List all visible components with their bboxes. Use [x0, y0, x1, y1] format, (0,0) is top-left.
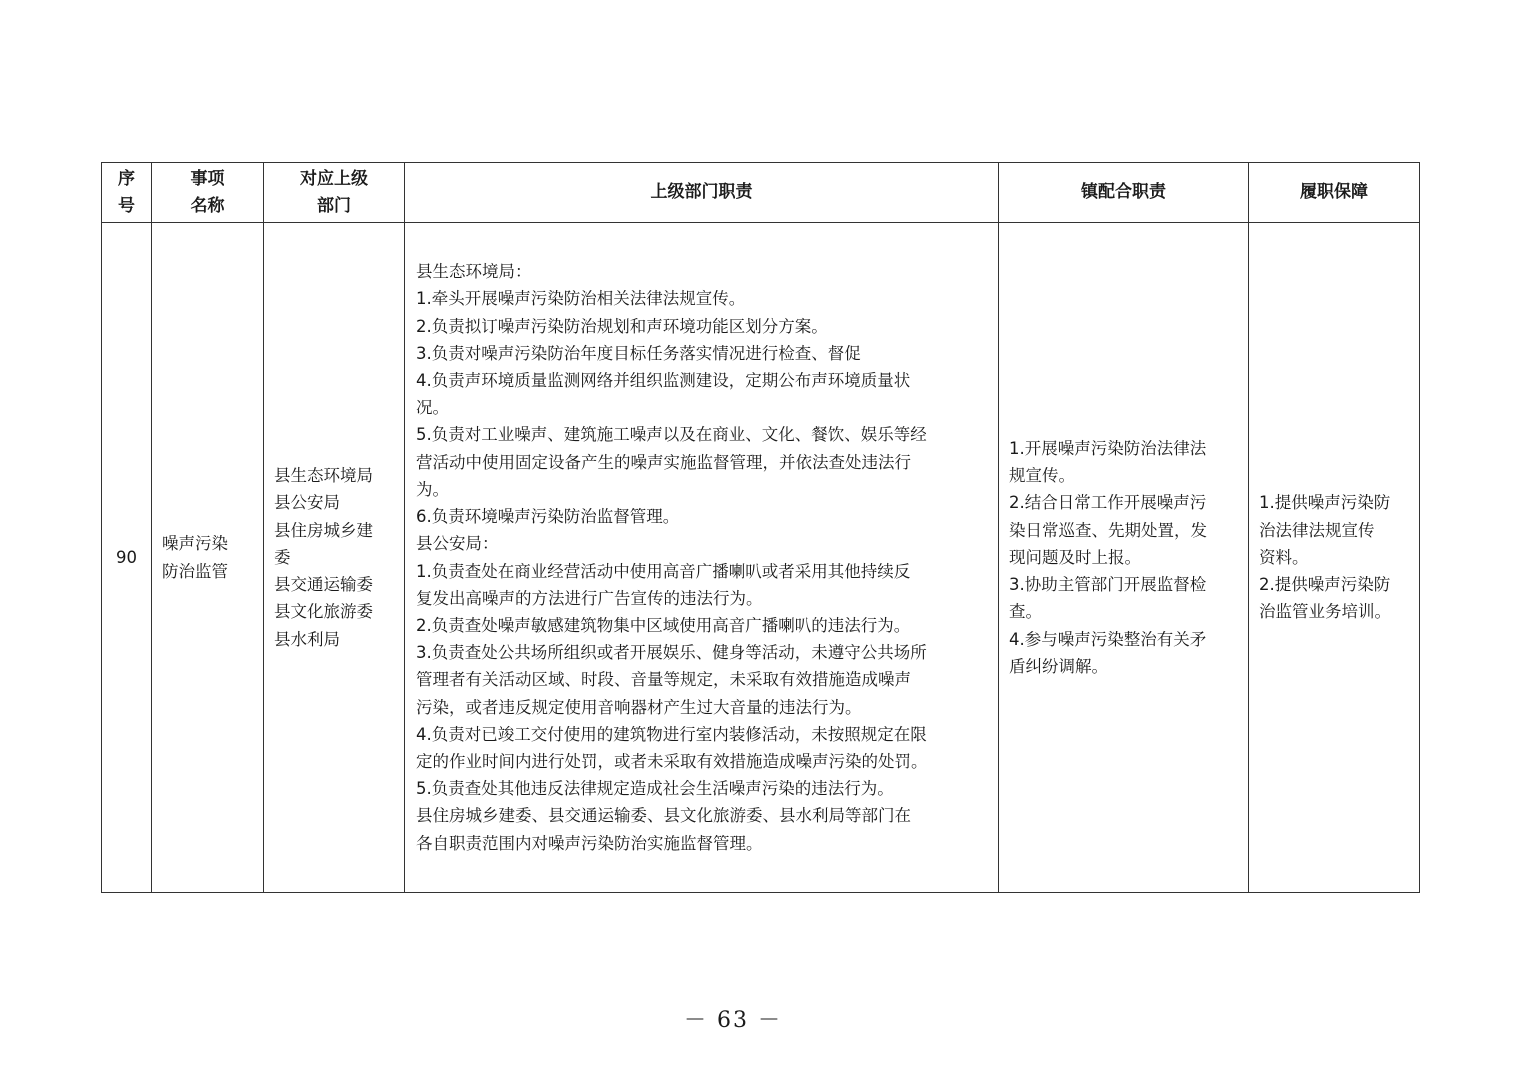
row-guarantee: [1249, 223, 1420, 893]
header-upper-duties: 上级部门职责: [405, 163, 999, 223]
upper-duty-line: 管理者有关活动区域、时段、音量等规定，未采取有效措施造成噪声: [416, 670, 911, 690]
town-duty-line: 查。: [1009, 602, 1042, 622]
upper-duty-line: 1.牵头开展噪声污染防治相关法律法规宣传。: [416, 289, 746, 309]
page-number: － 63 －: [684, 1008, 782, 1033]
guarantee-line: 2.提供噪声污染防: [1259, 575, 1391, 595]
table-row: [102, 223, 1420, 893]
item-name-line: 防治监管: [162, 561, 228, 581]
upper-duty-line: 县住房城乡建委、县交通运输委、县文化旅游委、县水利局等部门在: [416, 806, 911, 826]
department-line: 县交通运输委: [274, 575, 373, 595]
header-index: [102, 163, 152, 223]
town-duty-line: 4.参与噪声污染整治有关矛: [1009, 629, 1207, 649]
upper-duty-line: 况。: [416, 398, 449, 418]
department-line: 县文化旅游委: [274, 602, 373, 622]
department-line: 委: [274, 547, 291, 567]
header-departments: [264, 163, 405, 223]
upper-duty-line: 县公安局：: [416, 534, 499, 554]
upper-duty-line: 4.负责对已竣工交付使用的建筑物进行室内装修活动，未按照规定在限: [416, 724, 927, 744]
department-line: 县公安局: [274, 493, 340, 513]
header-departments-line: 对应上级: [300, 168, 368, 189]
upper-duty-line: 3.负责对噪声污染防治年度目标任务落实情况进行检查、督促: [416, 343, 861, 363]
upper-duty-line: 3.负责查处公共场所组织或者开展娱乐、健身等活动，未遵守公共场所: [416, 643, 927, 663]
upper-duty-line: 为。: [416, 479, 449, 499]
upper-duty-line: 4.负责声环境质量监测网络并组织监测建设，定期公布声环境质量状: [416, 371, 911, 391]
town-duty-line: 1.开展噪声污染防治法律法: [1009, 439, 1207, 459]
guarantee-line: 治监管业务培训。: [1259, 602, 1391, 622]
upper-duty-line: 复发出高噪声的方法进行广告宣传的违法行为。: [416, 588, 763, 608]
row-town-duties: [999, 223, 1249, 893]
town-duty-line: 规宣传。: [1009, 466, 1075, 486]
duty-table: [101, 162, 1420, 893]
guarantee-line: 1.提供噪声污染防: [1259, 493, 1391, 513]
upper-duty-line: 县生态环境局：: [416, 262, 532, 282]
header-guarantee: 履职保障: [1249, 163, 1420, 223]
town-duty-line: 盾纠纷调解。: [1009, 656, 1108, 676]
header-departments-line: 部门: [317, 195, 351, 216]
upper-duty-line: 定的作业时间内进行处罚，或者未采取有效措施造成噪声污染的处罚。: [416, 751, 928, 771]
upper-duty-line: 6.负责环境噪声污染防治监督管理。: [416, 507, 680, 527]
guarantee-line: 资料。: [1259, 547, 1309, 567]
upper-duty-line: 2.负责查处噪声敏感建筑物集中区域使用高音广播喇叭的违法行为。: [416, 615, 911, 635]
town-duty-line: 现问题及时上报。: [1009, 547, 1141, 567]
upper-duty-line: 各自职责范围内对噪声污染防治实施监督管理。: [416, 833, 763, 853]
department-line: 县住房城乡建: [274, 520, 373, 540]
header-row: [102, 163, 1420, 223]
header-index-line: 序: [118, 168, 135, 189]
item-name-line: 噪声污染: [162, 534, 228, 554]
town-duty-line: 2.结合日常工作开展噪声污: [1009, 493, 1207, 513]
upper-duty-line: 污染，或者违反规定使用音响器材产生过大音量的违法行为。: [416, 697, 862, 717]
department-line: 县水利局: [274, 629, 340, 649]
row-index: 90: [102, 223, 152, 893]
upper-duty-line: 2.负责拟订噪声污染防治规划和声环境功能区划分方案。: [416, 316, 828, 336]
row-upper-duties: [405, 223, 999, 893]
upper-duty-line: 1.负责查处在商业经营活动中使用高音广播喇叭或者采用其他持续反: [416, 561, 911, 581]
row-departments: [264, 223, 405, 893]
header-item-name: [152, 163, 264, 223]
header-item-name-line: 名称: [190, 195, 225, 216]
town-duty-line: 染日常巡查、先期处置，发: [1009, 520, 1207, 540]
header-item-name-line: 事项: [190, 168, 225, 189]
upper-duty-line: 5.负责对工业噪声、建筑施工噪声以及在商业、文化、餐饮、娱乐等经: [416, 425, 927, 445]
header-town-duties: 镇配合职责: [999, 163, 1249, 223]
guarantee-line: 治法律法规宣传: [1259, 520, 1375, 540]
header-index-line: 号: [118, 195, 135, 216]
upper-duty-line: 营活动中使用固定设备产生的噪声实施监督管理，并依法查处违法行: [416, 452, 911, 472]
row-item-name: [152, 223, 264, 893]
upper-duty-line: 5.负责查处其他违反法律规定造成社会生活噪声污染的违法行为。: [416, 779, 894, 799]
department-line: 县生态环境局: [274, 466, 373, 486]
town-duty-line: 3.协助主管部门开展监督检: [1009, 575, 1207, 595]
